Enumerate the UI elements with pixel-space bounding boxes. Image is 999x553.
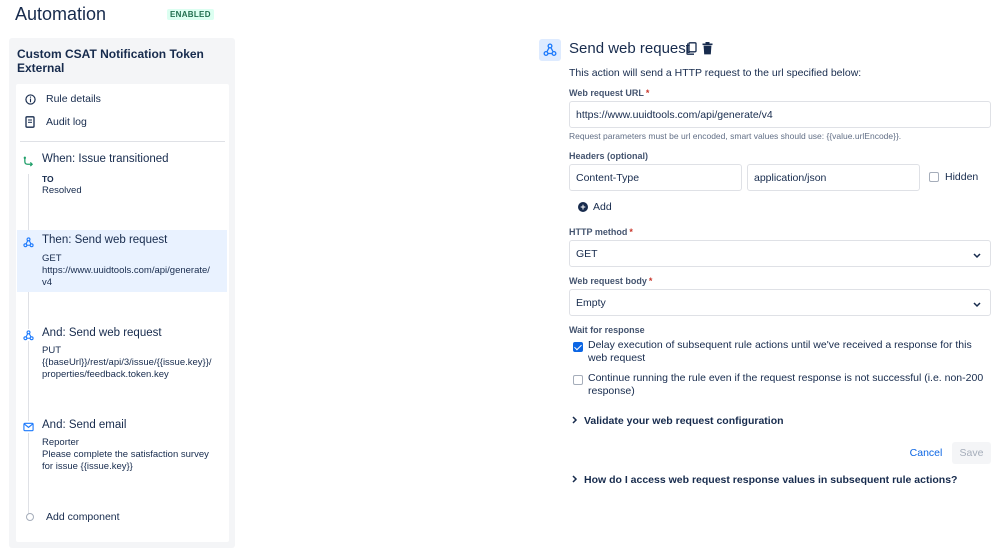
component-detail-line: v4 xyxy=(42,277,53,288)
plus-icon: + xyxy=(578,202,588,212)
component-detail-label: TO xyxy=(42,174,54,184)
webhook-icon xyxy=(539,39,561,61)
validate-label: Validate your web request configuration xyxy=(584,415,784,427)
rule-outline-panel xyxy=(16,84,229,542)
copy-icon[interactable] xyxy=(686,42,697,58)
component-send-web-request-put[interactable] xyxy=(17,325,227,385)
header-value-input[interactable]: application/json xyxy=(747,164,920,191)
rule-name: Custom CSAT Notification Token External xyxy=(17,47,204,75)
chevron-right-icon xyxy=(572,416,578,426)
url-input[interactable]: https://www.uuidtools.com/api/generate/v4 xyxy=(569,101,991,128)
nav-audit-log[interactable] xyxy=(24,112,87,132)
body-label-text: Web request body xyxy=(569,276,647,286)
nav-divider xyxy=(20,141,225,142)
validate-expander[interactable] xyxy=(572,415,784,427)
component-title: When: Issue transitioned xyxy=(42,153,169,165)
headers-label: Headers (optional) xyxy=(569,151,649,161)
chevron-right-icon xyxy=(572,475,578,485)
add-component-label: Add component xyxy=(46,511,120,523)
chevron-down-icon xyxy=(973,299,981,311)
http-method-select[interactable] xyxy=(569,240,991,267)
component-detail-line: GET xyxy=(42,253,62,264)
trash-icon[interactable] xyxy=(702,42,713,58)
required-marker: * xyxy=(645,88,650,98)
email-icon xyxy=(22,421,34,433)
delay-checkbox[interactable] xyxy=(573,342,583,352)
header-key-input[interactable]: Content-Type xyxy=(569,164,742,191)
request-body-select[interactable] xyxy=(569,289,991,316)
chevron-down-icon xyxy=(973,250,981,262)
continue-option-text: Continue running the rule even if the request response is not successful (i.e. non-200 response) xyxy=(588,372,984,397)
hidden-label: Hidden xyxy=(945,171,979,183)
required-marker: * xyxy=(629,227,633,237)
component-trigger[interactable] xyxy=(17,151,227,201)
transition-icon xyxy=(22,155,34,167)
component-detail-line: properties/feedback.token.key xyxy=(42,369,169,380)
add-component-dot-icon xyxy=(26,513,34,521)
component-detail-line: {{baseUrl}}/rest/api/3/issue/{{issue.key}}/ xyxy=(42,357,212,368)
nav-rule-details-label: Rule details xyxy=(46,93,101,105)
delay-option-text: Delay execution of subsequent rule actions until we've received a response for this web request xyxy=(588,339,972,364)
hidden-checkbox[interactable] xyxy=(929,172,939,182)
body-label xyxy=(569,276,652,286)
url-helper-text: Request parameters must be url encoded, smart values should use: {{value.urlEncode}}. xyxy=(569,131,902,141)
add-header-button[interactable] xyxy=(578,201,612,213)
component-send-email[interactable] xyxy=(17,417,227,477)
document-icon xyxy=(24,116,36,128)
faq-label: How do I access web request response values in subsequent rule actions? xyxy=(584,474,958,486)
add-header-label: Add xyxy=(593,201,612,213)
component-title: Then: Send web request xyxy=(42,234,168,246)
add-component-button[interactable] xyxy=(24,511,120,523)
component-send-web-request-get[interactable] xyxy=(17,230,227,292)
cancel-button[interactable]: Cancel xyxy=(909,447,943,459)
component-detail-line: Please complete the satisfaction survey xyxy=(42,449,209,460)
save-button[interactable]: Save xyxy=(952,442,991,464)
required-marker: * xyxy=(648,276,653,286)
component-detail-line: PUT xyxy=(42,345,61,356)
url-label xyxy=(569,88,649,98)
component-detail-line: Reporter xyxy=(42,437,79,448)
http-method-value: GET xyxy=(576,247,598,260)
page-title: Automation xyxy=(15,4,107,24)
nav-rule-details[interactable] xyxy=(24,89,101,109)
component-detail-line: Resolved xyxy=(42,185,82,196)
webhook-icon xyxy=(22,236,34,248)
rule-sidebar xyxy=(9,38,235,548)
action-title: Send web request xyxy=(569,40,690,57)
method-label-text: HTTP method xyxy=(569,227,628,237)
component-detail-line: for issue {{issue.key}} xyxy=(42,461,133,472)
continue-checkbox[interactable] xyxy=(573,375,583,385)
info-icon xyxy=(24,93,36,105)
nav-audit-log-label: Audit log xyxy=(46,116,87,128)
faq-expander[interactable] xyxy=(572,474,957,486)
component-title: And: Send web request xyxy=(42,327,162,339)
action-description: This action will send a HTTP request to the url specified below: xyxy=(569,67,862,79)
request-body-value: Empty xyxy=(576,296,606,309)
component-detail-line: https://www.uuidtools.com/api/generate/ xyxy=(42,265,210,276)
component-title: And: Send email xyxy=(42,419,127,431)
webhook-icon xyxy=(22,329,34,341)
url-label-text: Web request URL xyxy=(569,88,644,98)
method-label xyxy=(569,227,633,237)
wait-label: Wait for response xyxy=(569,325,645,335)
status-badge: ENABLED xyxy=(167,9,214,20)
